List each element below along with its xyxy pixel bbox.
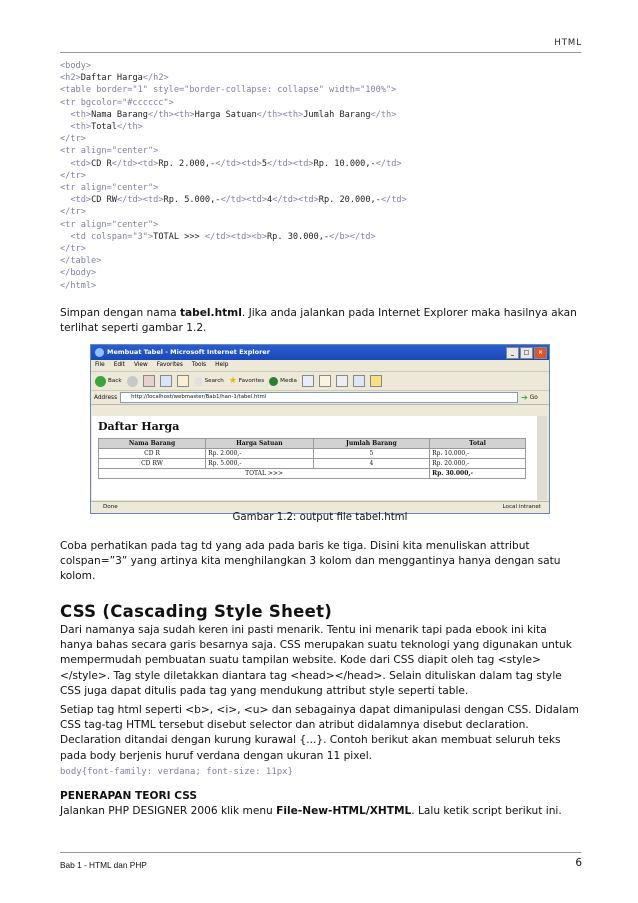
code-text: TOTAL >>>	[153, 231, 205, 242]
media-icon	[269, 377, 278, 386]
window-titlebar	[91, 345, 549, 360]
code-line	[60, 109, 580, 121]
address-input[interactable]: http://localhost/webmaster/Bab1/han-1/tabel.html	[120, 392, 518, 403]
history-icon[interactable]	[302, 375, 314, 387]
code-tag: </td><td>	[215, 158, 262, 169]
code-tag: </td><td>	[220, 195, 268, 206]
code-line	[60, 206, 580, 218]
code-line	[60, 84, 580, 96]
code-line	[60, 267, 580, 279]
css-code-example: body{font-family: verdana; font-size: 11px}	[60, 767, 293, 777]
code-tag: <td>	[70, 195, 92, 206]
code-tag: <td>	[70, 158, 92, 169]
browser-screenshot-figure	[90, 344, 550, 514]
code-text: Nama Barang	[91, 109, 148, 120]
code-tag: <table border="1" style="border-collapse: collapse" width="100%">	[60, 85, 397, 96]
table-row	[99, 449, 526, 459]
code-tag: </td><td>	[267, 158, 314, 169]
window-title: Membuat Tabel - Microsoft Internet Explorer	[107, 348, 270, 356]
go-button[interactable]: ➔ Go	[521, 393, 538, 402]
code-tag: <th>	[70, 122, 92, 133]
minimize-icon[interactable]: _	[506, 347, 519, 359]
code-tag: </tr>	[60, 134, 86, 145]
code-line	[60, 170, 580, 182]
back-arrow-icon	[95, 376, 106, 387]
code-text: CD RW	[91, 195, 117, 206]
code-line	[60, 133, 580, 145]
table-header: Total	[430, 439, 526, 449]
home-icon[interactable]	[177, 375, 189, 387]
paragraph-save-file: Simpan dengan nama tabel.html. Jika anda jalankan pada Internet Explorer maka hasilnya akan terlihat seperti gambar 1.2.	[60, 307, 577, 335]
code-line	[60, 280, 580, 292]
code-text: Rp. 5.000,-	[163, 195, 221, 206]
table-row	[99, 459, 526, 469]
menu-bar	[91, 360, 549, 372]
stop-icon[interactable]	[143, 375, 155, 387]
code-tag: </th>	[370, 109, 397, 120]
maximize-icon[interactable]: □	[520, 347, 533, 359]
menu-item-help[interactable]: Help	[215, 362, 229, 368]
menu-item-favorites[interactable]: Favorites	[156, 362, 183, 368]
code-tag: </table>	[60, 256, 102, 267]
table-header: Harga Satuan	[206, 439, 314, 449]
address-label: Address	[94, 394, 118, 401]
code-line	[60, 255, 580, 267]
paragraph-colspan: Coba perhatikan pada tag td yang ada pada baris ke tiga. Disini kita menuliskan attribut colspan=”3” yang artinya kita menghilangkan 3 kolom dan menggantinya hanya dengan satu kolom.	[60, 540, 561, 583]
table-cell: Rp. 20.000,-	[430, 459, 526, 469]
code-text: Rp. 10.000,-	[313, 158, 376, 169]
search-button[interactable]: Search	[194, 377, 224, 386]
code-line	[60, 231, 580, 243]
table-header-row	[99, 439, 526, 449]
menu-item-view[interactable]: View	[133, 362, 148, 368]
forward-button[interactable]	[127, 376, 138, 387]
code-line	[60, 121, 580, 133]
code-text: Jumlah Barang	[303, 109, 371, 120]
code-tag: </td>	[375, 158, 402, 169]
code-tag: </h2>	[142, 73, 169, 84]
code-line	[60, 158, 580, 170]
code-tag: </b></td>	[329, 231, 376, 242]
menu-item-file[interactable]: File	[95, 362, 105, 368]
page-number: 6	[575, 857, 582, 869]
edit-icon[interactable]	[353, 375, 365, 387]
code-text: Total	[91, 122, 117, 133]
html-code-listing	[60, 60, 580, 292]
code-tag: </th>	[116, 122, 143, 133]
menu-item-tools[interactable]: Tools	[191, 362, 207, 368]
media-button[interactable]: Media	[269, 377, 297, 386]
code-tag: </html>	[60, 280, 97, 291]
code-text	[60, 195, 70, 205]
table-cell: 4	[313, 459, 429, 469]
code-line	[60, 72, 580, 84]
code-tag: </tr>	[60, 244, 86, 255]
go-arrow-icon: ➔	[521, 393, 528, 402]
code-tag: <tr align="center">	[60, 146, 159, 157]
figure-caption: Gambar 1.2: output file tabel.html	[232, 512, 408, 523]
status-done: Done	[103, 504, 118, 510]
browser-toolbar	[91, 372, 549, 391]
code-line	[60, 182, 580, 194]
table-total-row	[99, 469, 526, 479]
code-tag: <tr align="center">	[60, 219, 159, 230]
menu-item-edit[interactable]: Edit	[113, 362, 125, 368]
mail-icon[interactable]	[319, 375, 331, 387]
table-cell: Rp. 10.000,-	[430, 449, 526, 459]
code-tag: <th>	[70, 109, 92, 120]
code-text: Rp. 20.000,-	[318, 195, 381, 206]
code-tag: </th><th>	[147, 109, 195, 120]
print-icon[interactable]	[336, 375, 348, 387]
status-zone: Local intranet	[502, 504, 541, 510]
total-label-cell: TOTAL >>>	[99, 469, 430, 479]
code-line	[60, 243, 580, 255]
code-line	[60, 219, 580, 231]
refresh-icon[interactable]	[160, 375, 172, 387]
code-text	[60, 232, 70, 242]
table-header: Jumlah Barang	[313, 439, 429, 449]
code-text	[60, 110, 70, 120]
code-text	[60, 159, 70, 169]
paragraph-php-designer: Jalankan PHP DESIGNER 2006 klik menu File-New-HTML/XHTML. Lalu ketik script berikut ini.	[60, 805, 562, 817]
window-controls	[506, 347, 547, 359]
footer-chapter: Bab 1 - HTML dan PHP	[60, 860, 147, 870]
address-bar	[91, 391, 549, 405]
header-rule	[60, 52, 581, 53]
code-line	[60, 145, 580, 157]
code-text: 4	[267, 195, 273, 206]
code-tag: <h2>	[60, 73, 81, 84]
running-header: HTML	[554, 38, 582, 48]
code-line	[60, 60, 580, 72]
paragraph-selector: Setiap tag html seperti <b>, <i>, <u> dan sebagainya dapat dimanipulasi dengan CSS. Didalam CSS tag-tag HTML tersebut disebut selector dan atribut didalamnya disebut declaration. Declaration ditandai dengan kurung kurawal {...}. Contoh berikut akan membuat seluruh teks pada body berjenis huruf verdana dengan ukuran 11 pixel.	[60, 704, 579, 762]
code-text: Rp. 30.000,-	[267, 231, 330, 242]
code-tag: </td>	[380, 195, 407, 206]
code-line	[60, 194, 580, 206]
code-tag: </td><td>	[272, 195, 319, 206]
code-text: CD R	[91, 158, 112, 169]
star-icon: ★	[228, 376, 237, 386]
table-header: Nama Barang	[99, 439, 206, 449]
table-cell: Rp. 2.000,-	[206, 449, 314, 459]
code-tag: </td><td>	[116, 195, 164, 206]
table-cell: CD R	[99, 449, 206, 459]
code-text: Daftar Harga	[80, 73, 143, 84]
code-tag: <td colspan="3">	[70, 231, 154, 242]
code-text: 5	[261, 158, 268, 169]
sub-heading-penerapan: PENERAPAN TEORI CSS	[60, 790, 198, 802]
code-tag: <body>	[60, 61, 92, 71]
code-text: Harga Satuan	[194, 109, 257, 120]
code-tag: </td><td>	[111, 158, 159, 169]
code-line	[60, 97, 580, 109]
code-text	[60, 122, 70, 132]
code-text: Rp. 2.000,-	[158, 158, 216, 169]
table-cell: CD RW	[99, 459, 206, 469]
page-heading: Daftar Harga	[98, 420, 180, 433]
close-icon[interactable]: ×	[534, 347, 547, 359]
footer-rule	[60, 852, 581, 853]
ie-logo-icon	[95, 348, 104, 357]
price-table	[98, 438, 526, 479]
table-cell: 5	[313, 449, 429, 459]
table-cell: Rp. 5.000,-	[206, 459, 314, 469]
paragraph-css-intro: Dari namanya saja sudah keren ini pasti menarik. Tentu ini menarik tapi pada ebook ini kita hanya bahas secara garis besarnya saja. CSS merupakan suatu teknologi yang digunakan untuk mempermudah pembuatan suatu tampilan website. Kode dari CSS diapit oleh tag <style></style>. Tag style diletakkan diantara tag <head></head>. Selain dituliskan dalam tag style CSS juga dapat ditulis pada tag yang mendukung attribut style seperti table.	[60, 624, 572, 697]
code-tag: <tr align="center">	[60, 183, 159, 194]
browser-content	[92, 416, 547, 500]
code-tag: </tr>	[60, 207, 86, 218]
code-tag: </tr>	[60, 170, 86, 181]
code-tag: </td><td><b>	[204, 231, 267, 242]
messenger-icon[interactable]	[370, 375, 382, 387]
code-tag: </body>	[60, 268, 97, 279]
back-button[interactable]: Back	[95, 376, 122, 387]
favorites-button[interactable]: ★ Favorites	[228, 376, 265, 386]
code-tag: </th><th>	[256, 109, 304, 120]
code-tag: <tr bgcolor="#cccccc">	[60, 97, 174, 108]
total-value-cell: Rp. 30.000,-	[430, 469, 526, 479]
search-icon	[194, 377, 203, 386]
section-heading-css: CSS (Cascading Style Sheet)	[60, 602, 333, 621]
